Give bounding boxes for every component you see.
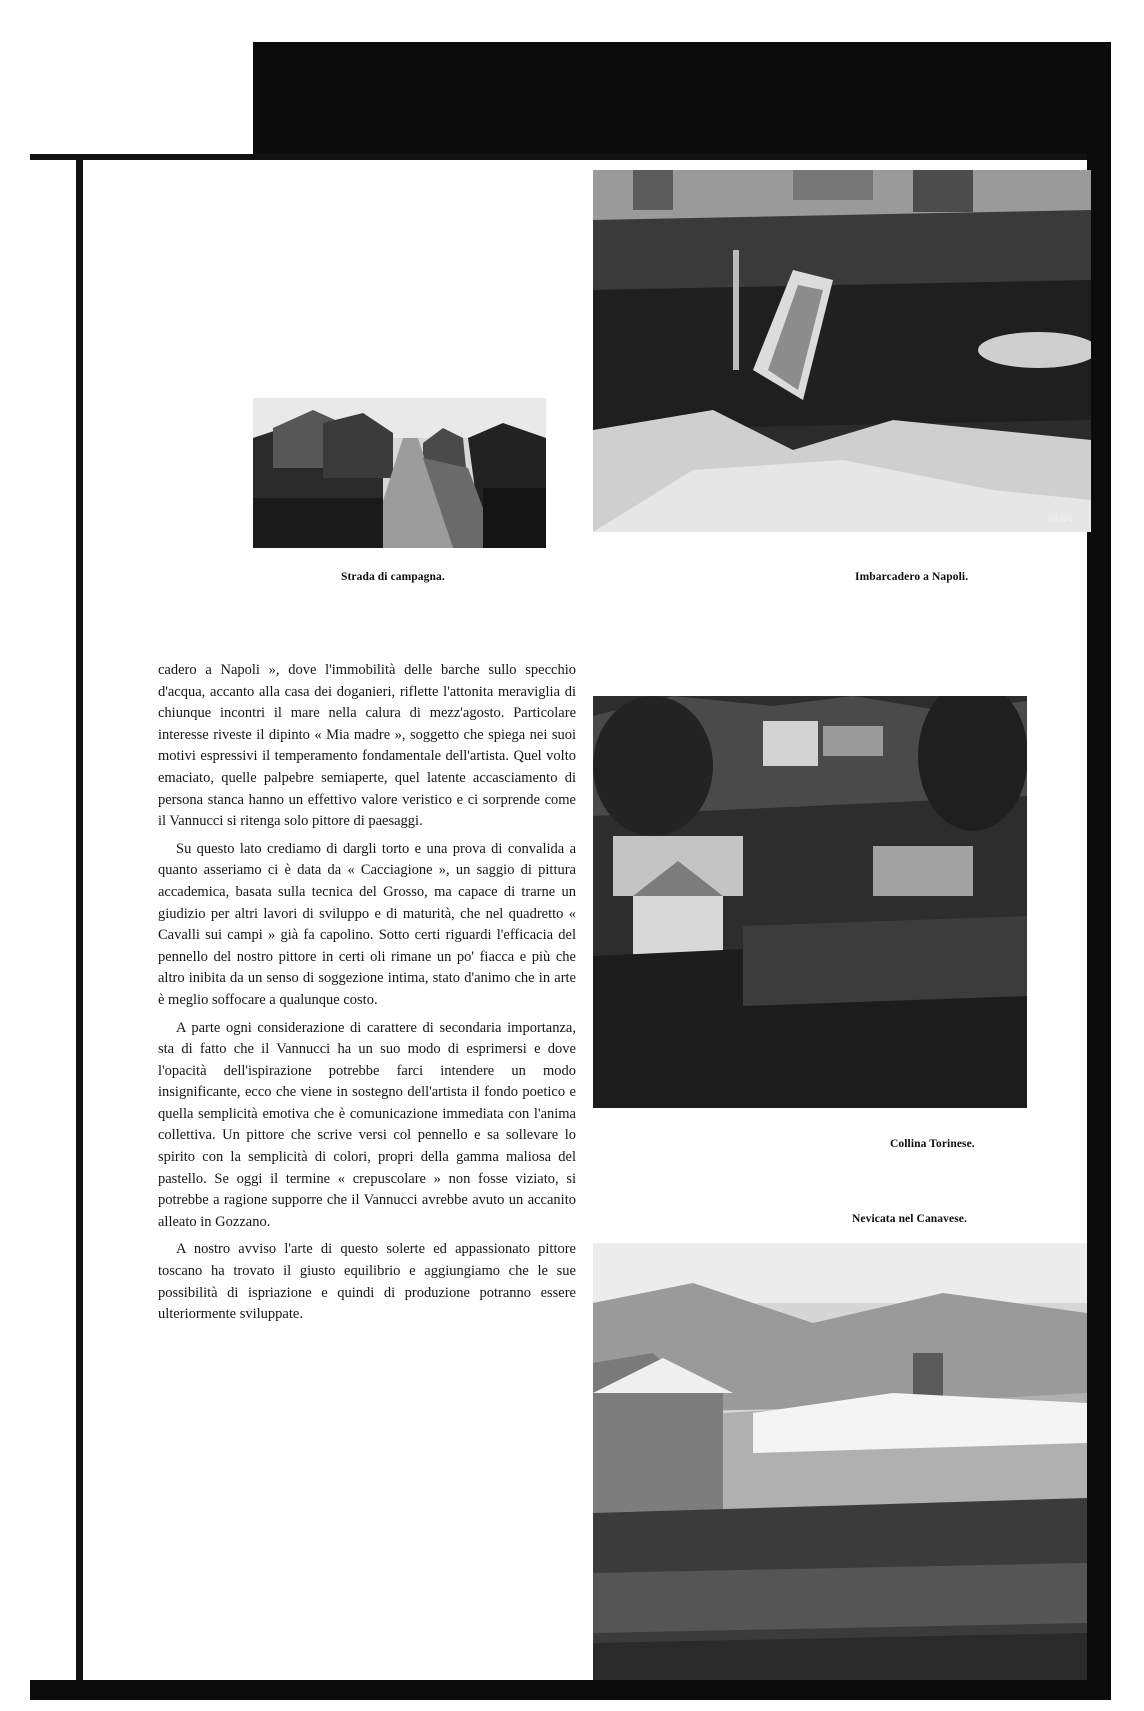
figure-nevicata-nel-canavese	[593, 1243, 1087, 1680]
road-painting-image	[253, 398, 546, 548]
snow-painting-image	[593, 1243, 1087, 1680]
hill-painting-image	[593, 696, 1027, 1108]
harbor-painting-image	[593, 170, 1091, 532]
caption-nevicata: Nevicata nel Canavese.	[852, 1213, 967, 1225]
page-left-rule	[76, 160, 83, 1685]
figure-collina-torinese	[593, 696, 1027, 1108]
article-body	[158, 660, 576, 1332]
caption-strada: Strada di campagna.	[341, 571, 445, 583]
caption-imbarcadero: Imbarcadero a Napoli.	[855, 571, 969, 583]
article-paragraph: cadero a Napoli », dove l'immobilità delle barche sullo specchio d'acqua, accanto alla casa dei doganieri, riflette l'attonita meraviglia di chiunque incontri il mare nella calura di mezz'agosto. Particolare interesse riveste il dipinto « Mia madre », soggetto che spiega nei suoi motivi espressivi il temperamento fondamentale dell'artista. Quel volto emaciato, quelle palpebre semiaperte, quel latente accasciamento di persona stanca hanno un effettivo valore veristico e ci sorprende come il Vannucci si ritenga solo pittore di paesaggi.	[158, 662, 576, 830]
caption-collina: Collina Torinese.	[890, 1138, 975, 1150]
article-paragraph: Su questo lato crediamo di dargli torto e una prova di convalida a quanto asseriamo ci è data da « Cacciagione », un saggio di pittura accademica, basata sulla tecnica del Grosso, ma capace di trarne un giudizio per altri lavori di sviluppo e di maturità, che nel quadretto « Cavalli sui campi » già fa capolino. Sotto certi riguardi l'efficacia del pennello del nostro pittore in certi oli rimane un po' fiacca e più che altro inibita da un senso di soggezione intima, stato d'animo che in arte è meglio soffocare a qualunque costo.	[158, 840, 576, 1008]
scan-top-border	[253, 42, 1111, 156]
article-paragraph: A parte ogni considerazione di carattere di secondaria importanza, sta di fatto che il Vannucci ha un suo modo di esprimersi e dove l'opacità dell'ispirazione potrebbe farci intendere un modo insignificante, ecco che viene in sostegno dell'artista il fondo poetico e quella semplicità emotiva che è comunicazione immediata con l'anima collettiva. Un pittore che scrive versi col pennello e sa sollevare lo spirito con la semplicità di colori, propri della gamma maliosa del pastello. Se oggi il termine « crepuscolare » non fosse viziato, si potrebbe a ragione supporre che il Vannucci avrebbe avuto un accanito alleato in Gozzano.	[158, 1019, 576, 1230]
figure-strada-di-campagna	[253, 398, 546, 548]
scan-bottom-border	[30, 1680, 1111, 1700]
painting-signature: VANN	[1048, 514, 1073, 524]
article-paragraph: A nostro avviso l'arte di questo solerte ed appassionato pittore toscano ha trovato il giusto equilibrio e aggiungiamo che le sue possibilità di ispriazione e quindi di produzione potranno essere ulteriormente sviluppate.	[158, 1241, 576, 1323]
page-top-rule	[30, 154, 1090, 160]
figure-imbarcadero-a-napoli	[593, 170, 1091, 532]
